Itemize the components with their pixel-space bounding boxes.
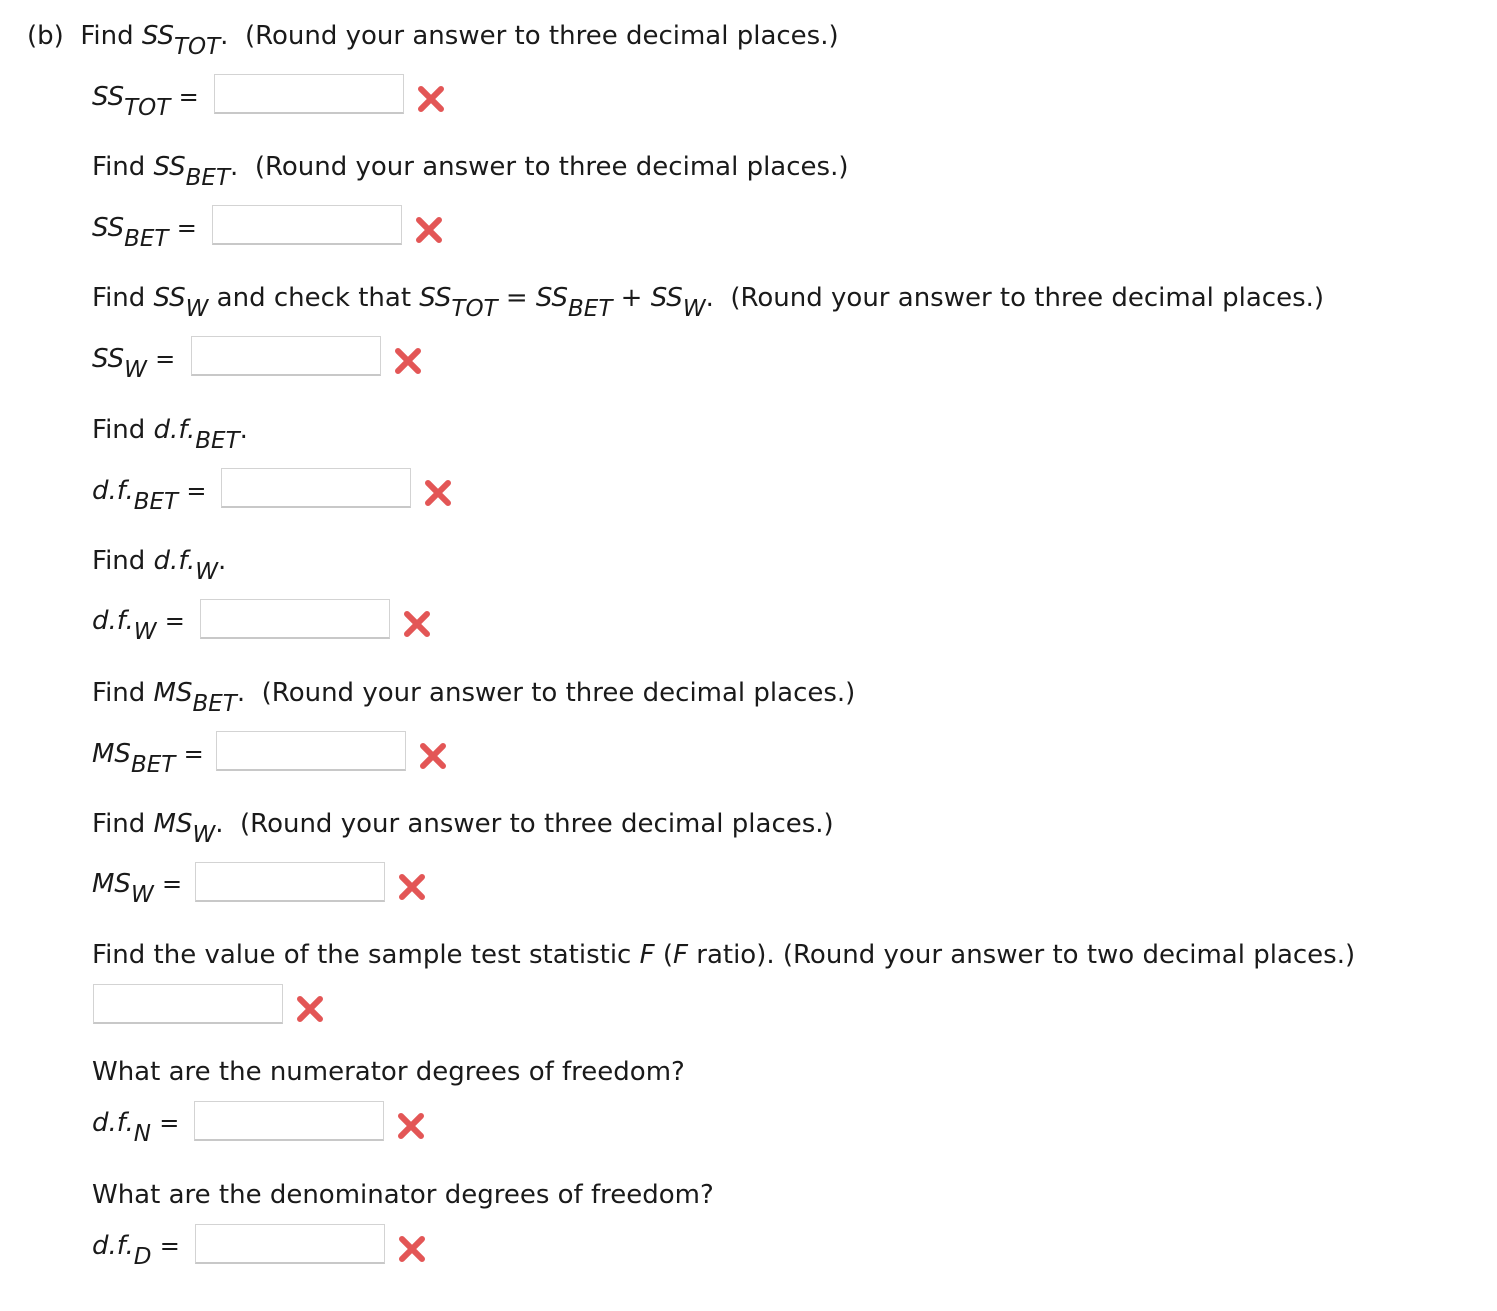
incorrect-x-icon xyxy=(402,609,432,639)
part-marker: (b) xyxy=(27,21,64,51)
incorrect-x-icon xyxy=(397,1234,427,1264)
label-ms-w: MSW = xyxy=(92,869,183,908)
label-df-bet: d.f.BET = xyxy=(92,476,207,515)
incorrect-x-icon xyxy=(414,215,444,245)
incorrect-x-icon xyxy=(397,872,427,902)
question-df-bet: Find d.f.BET. xyxy=(92,415,248,454)
label-ss-bet: SSBET = xyxy=(92,213,197,252)
question-df-n: What are the numerator degrees of freedom? xyxy=(92,1057,685,1087)
label-df-d: d.f.D = xyxy=(92,1231,180,1270)
label-df-n: d.f.N = xyxy=(92,1108,180,1147)
question-ss-bet: Find SSBET. (Round your answer to three decimal places.) xyxy=(92,152,849,191)
label-ss-w: SSW = xyxy=(92,344,176,383)
incorrect-x-icon xyxy=(416,84,446,114)
question-df-w: Find d.f.W. xyxy=(92,546,227,585)
ss-tot-input[interactable] xyxy=(214,74,404,114)
question-f-stat: Find the value of the sample test statistic F (F ratio). (Round your answer to two decimal places.) xyxy=(92,940,1356,970)
label-ss-tot: SSTOT = xyxy=(92,82,199,121)
label-df-w: d.f.W = xyxy=(92,606,185,645)
question-df-d: What are the denominator degrees of freedom? xyxy=(92,1180,714,1210)
ss-bet-input[interactable] xyxy=(212,205,402,245)
incorrect-x-icon xyxy=(393,346,423,376)
ms-bet-input[interactable] xyxy=(216,731,406,771)
f-stat-input[interactable] xyxy=(93,984,283,1024)
df-bet-input[interactable] xyxy=(221,468,411,508)
question-ss-tot: (b) Find SSTOT. (Round your answer to three decimal places.) xyxy=(27,21,839,60)
df-n-input[interactable] xyxy=(194,1101,384,1141)
df-w-input[interactable] xyxy=(200,599,390,639)
ss-w-input[interactable] xyxy=(191,336,381,376)
question-ms-bet: Find MSBET. (Round your answer to three decimal places.) xyxy=(92,678,856,717)
incorrect-x-icon xyxy=(423,478,453,508)
question-ss-w: Find SSW and check that SSTOT = SSBET + SSW. (Round your answer to three decimal places.) xyxy=(92,283,1325,322)
ms-w-input[interactable] xyxy=(195,862,385,902)
incorrect-x-icon xyxy=(295,994,325,1024)
label-ms-bet: MSBET = xyxy=(92,739,204,778)
incorrect-x-icon xyxy=(396,1111,426,1141)
incorrect-x-icon xyxy=(418,741,448,771)
question-ms-w: Find MSW. (Round your answer to three decimal places.) xyxy=(92,809,834,848)
df-d-input[interactable] xyxy=(195,1224,385,1264)
